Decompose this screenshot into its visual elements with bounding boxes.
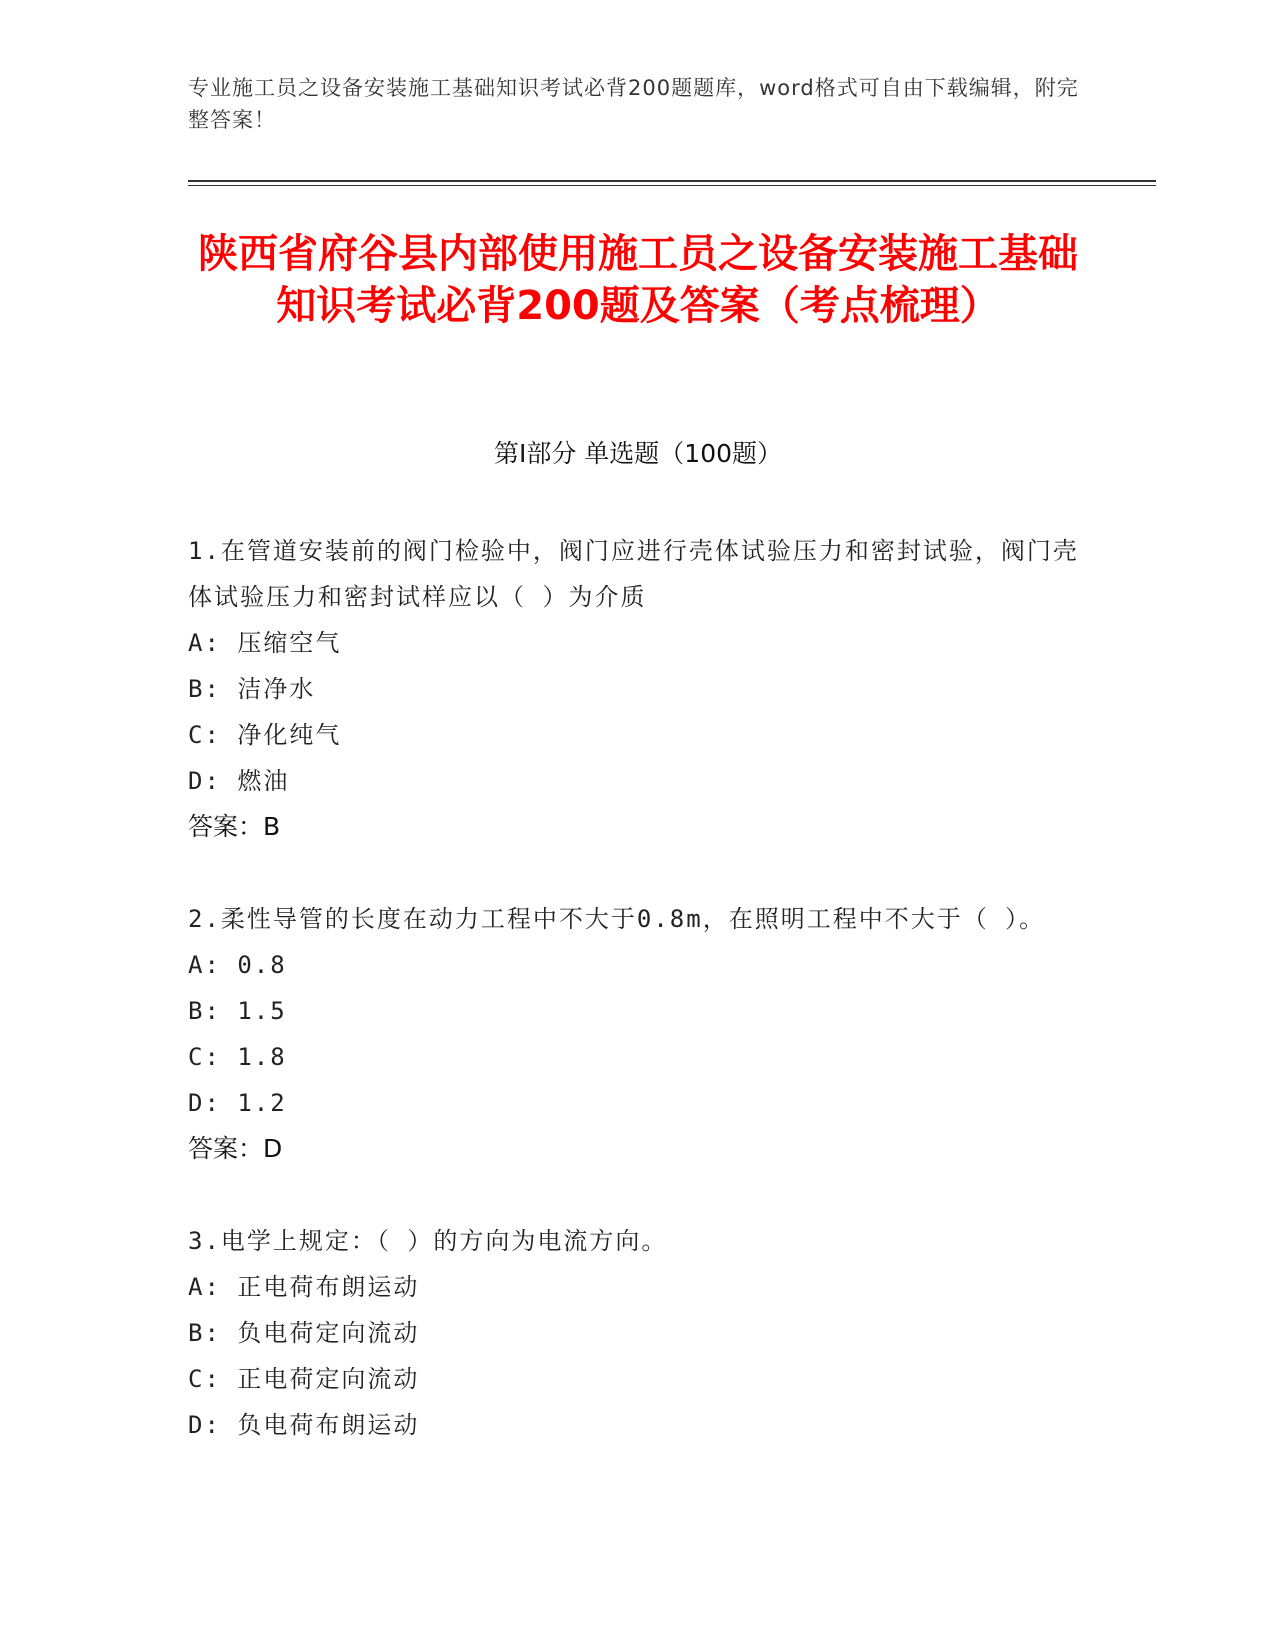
- answer-text: 答案：B: [188, 812, 281, 841]
- question-text: 2.柔性导管的长度在动力工程中不大于0.8m，在照明工程中不大于（ ）。: [188, 905, 1046, 933]
- option-c: C: 净化纯气: [188, 721, 342, 749]
- question-item: [188, 528, 1088, 850]
- document-title: 陕西省府谷县内部使用施工员之设备安装施工基础知识考试必背200题及答案（考点梳理）: [198, 231, 1078, 329]
- option-a: A: 正电荷布朗运动: [188, 1273, 420, 1301]
- section-title: 第Ⅰ部分 单选题（100题）: [493, 439, 783, 468]
- option-c: C: 正电荷定向流动: [188, 1365, 420, 1393]
- option-b: B: 洁净水: [188, 675, 316, 703]
- question-item: [188, 896, 1088, 1172]
- option-c: C: 1.8: [188, 1043, 287, 1071]
- option-b: B: 1.5: [188, 997, 287, 1025]
- option-d: D: 1.2: [188, 1089, 287, 1117]
- header-divider-thin: [188, 185, 1156, 186]
- question-text: 3.电学上规定：（ ）的方向为电流方向。: [188, 1227, 668, 1255]
- option-a: A: 0.8: [188, 951, 287, 979]
- question-item: [188, 1218, 1088, 1448]
- answer-text: 答案：D: [188, 1134, 283, 1163]
- option-d: D: 燃油: [188, 767, 290, 795]
- option-a: A: 压缩空气: [188, 629, 342, 657]
- header-divider: [188, 180, 1156, 182]
- question-text: 1.在管道安装前的阀门检验中，阀门应进行壳体试验压力和密封试验，阀门壳体试验压力和密封试样应以（ ）为介质: [188, 537, 1079, 611]
- question-list: [188, 528, 1088, 1494]
- header-note: 专业施工员之设备安装施工基础知识考试必背200题题库，word格式可自由下载编辑，附完整答案！: [188, 76, 1079, 132]
- option-d: D: 负电荷布朗运动: [188, 1411, 420, 1439]
- option-b: B: 负电荷定向流动: [188, 1319, 420, 1347]
